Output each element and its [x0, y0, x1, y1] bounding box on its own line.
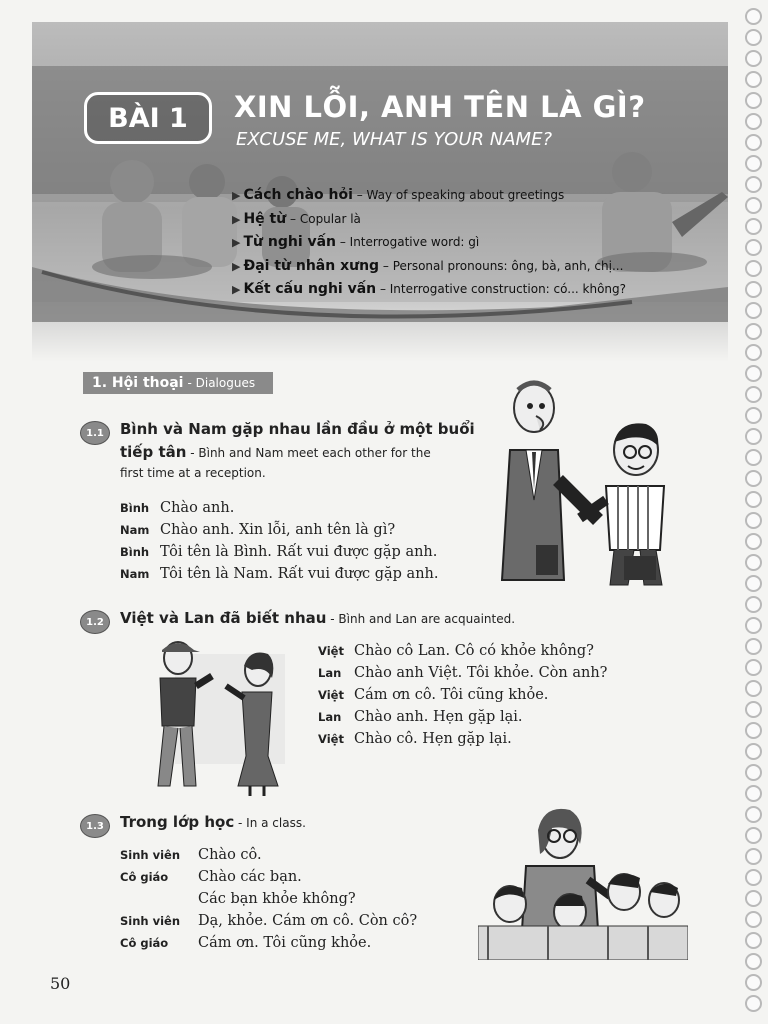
binder-ring: [745, 8, 762, 25]
dialogue-line: Sinh viên Chào cô.: [120, 847, 262, 863]
lesson-number-badge: [84, 92, 212, 144]
topic-list: [232, 184, 626, 302]
lesson-label: BÀI 1: [108, 102, 188, 134]
dialogue-number-badge: 1.1: [80, 421, 110, 445]
binder-ring: [745, 197, 762, 214]
dialogue-line: Việt Chào cô. Hẹn gặp lại.: [318, 731, 512, 747]
dialogue-line: Các bạn khỏe không?: [198, 891, 356, 907]
binder-ring: [745, 71, 762, 88]
section-title: 1. Hội thoại: [92, 375, 184, 391]
binder-ring: [745, 953, 762, 970]
binder-ring: [745, 302, 762, 319]
binder-ring: [745, 260, 762, 277]
binder-ring: [745, 323, 762, 340]
dialogue-line: Nam Tôi tên là Nam. Rất vui được gặp anh.: [120, 566, 439, 582]
binder-ring: [745, 827, 762, 844]
dialogue-line: Việt Cám ơn cô. Tôi cũng khỏe.: [318, 687, 549, 703]
dialogue-title: Việt và Lan đã biết nhau - Bình and Lan are acquainted.: [120, 609, 516, 627]
binder-ring: [745, 974, 762, 991]
classroom-illustration: [478, 800, 688, 960]
dialogue-number-badge: 1.2: [80, 610, 110, 634]
arrow-icon: ▶: [232, 212, 241, 226]
binder-ring: [745, 92, 762, 109]
topic-item: ▶ Kết cấu nghi vấn – Interrogative construction: có... không?: [232, 281, 627, 297]
binder-ring: [745, 722, 762, 739]
binder-ring: [745, 449, 762, 466]
section-header-dialogues: [83, 372, 273, 394]
arrow-icon: ▶: [232, 189, 241, 202]
binder-ring: [745, 911, 762, 928]
binder-ring: [745, 701, 762, 718]
dialogue-lines: [120, 497, 438, 585]
binder-ring: [745, 869, 762, 886]
binder-ring: [745, 470, 762, 487]
topic-item: ▶ Đại từ nhân xưng – Personal pronouns: ông, bà, anh, chị...: [232, 257, 624, 274]
dialogue-title: Bình và Nam gặp nhau lần đầu ở một buổi: [120, 420, 475, 438]
binder-ring: [745, 113, 762, 130]
binder-ring: [745, 638, 762, 655]
lesson-subtitle: EXCUSE ME, WHAT IS YOUR NAME?: [236, 129, 552, 150]
binder-ring: [745, 932, 762, 949]
lesson-banner: [32, 22, 728, 362]
binder-ring: [745, 134, 762, 151]
page-number: 50: [50, 974, 71, 993]
binder-ring: [745, 50, 762, 67]
handshake-illustration: [488, 380, 688, 590]
dialogue-line: Cô giáo Chào các bạn.: [120, 869, 302, 885]
binder-ring: [745, 764, 762, 781]
binder-ring: [745, 407, 762, 424]
lesson-title: XIN LỖI, ANH TÊN LÀ GÌ?: [234, 90, 646, 124]
binder-ring: [745, 890, 762, 907]
dialogue-line: Bình Chào anh.: [120, 500, 235, 516]
section-title-en: - Dialogues: [187, 376, 256, 390]
binder-ring: [745, 281, 762, 298]
binder-ring: [745, 995, 762, 1012]
binder-ring: [745, 365, 762, 382]
dialogue-line: Bình Tôi tên là Bình. Rất vui được gặp anh.: [120, 544, 438, 560]
dialogue-lines: [318, 640, 607, 750]
binder-ring: [745, 239, 762, 256]
binder-ring: [745, 533, 762, 550]
binder-ring: [745, 29, 762, 46]
binder-ring: [745, 848, 762, 865]
binder-ring: [745, 743, 762, 760]
dialogue-line: Cô giáo Cám ơn. Tôi cũng khỏe.: [120, 935, 372, 951]
binder-ring: [745, 680, 762, 697]
binder-rings: [740, 0, 762, 1024]
dialogue-line: Nam Chào anh. Xin lỗi, anh tên là gì?: [120, 522, 396, 538]
binder-ring: [745, 428, 762, 445]
dialogue-title: Trong lớp học - In a class.: [120, 813, 306, 831]
dialogue-line: Việt Chào cô Lan. Cô có khỏe không?: [318, 643, 594, 659]
dialogue-description: first time at a reception.: [120, 466, 266, 480]
binder-ring: [745, 386, 762, 403]
dialogue-title-line2: tiếp tân - Bình and Nam meet each other for the: [120, 443, 431, 461]
dialogue-number-badge: 1.3: [80, 814, 110, 838]
binder-ring: [745, 806, 762, 823]
arrow-icon: ▶: [232, 283, 241, 296]
binder-ring: [745, 218, 762, 235]
binder-ring: [745, 575, 762, 592]
dialogue-line: Lan Chào anh. Hẹn gặp lại.: [318, 709, 523, 725]
binder-ring: [745, 344, 762, 361]
dialogue-line: Lan Chào anh Việt. Tôi khỏe. Còn anh?: [318, 665, 608, 681]
binder-ring: [745, 176, 762, 193]
topic-item: ▶ Hệ từ – Copular là: [232, 210, 361, 227]
binder-ring: [745, 491, 762, 508]
binder-ring: [745, 155, 762, 172]
topic-item: ▶ Cách chào hỏi – Way of speaking about greetings: [232, 187, 565, 203]
binder-ring: [745, 512, 762, 529]
binder-ring: [745, 659, 762, 676]
binder-ring: [745, 785, 762, 802]
dialogue-line: Sinh viên Dạ, khỏe. Cám ơn cô. Còn cô?: [120, 913, 418, 929]
dialogue-lines: [120, 844, 417, 954]
binder-ring: [745, 617, 762, 634]
arrow-icon: ▶: [232, 259, 241, 273]
arrow-icon: ▶: [232, 236, 241, 249]
binder-ring: [745, 596, 762, 613]
topic-item: ▶ Từ nghi vấn – Interrogative word: gì: [232, 234, 480, 250]
greeting-illustration: [140, 636, 290, 806]
binder-ring: [745, 554, 762, 571]
